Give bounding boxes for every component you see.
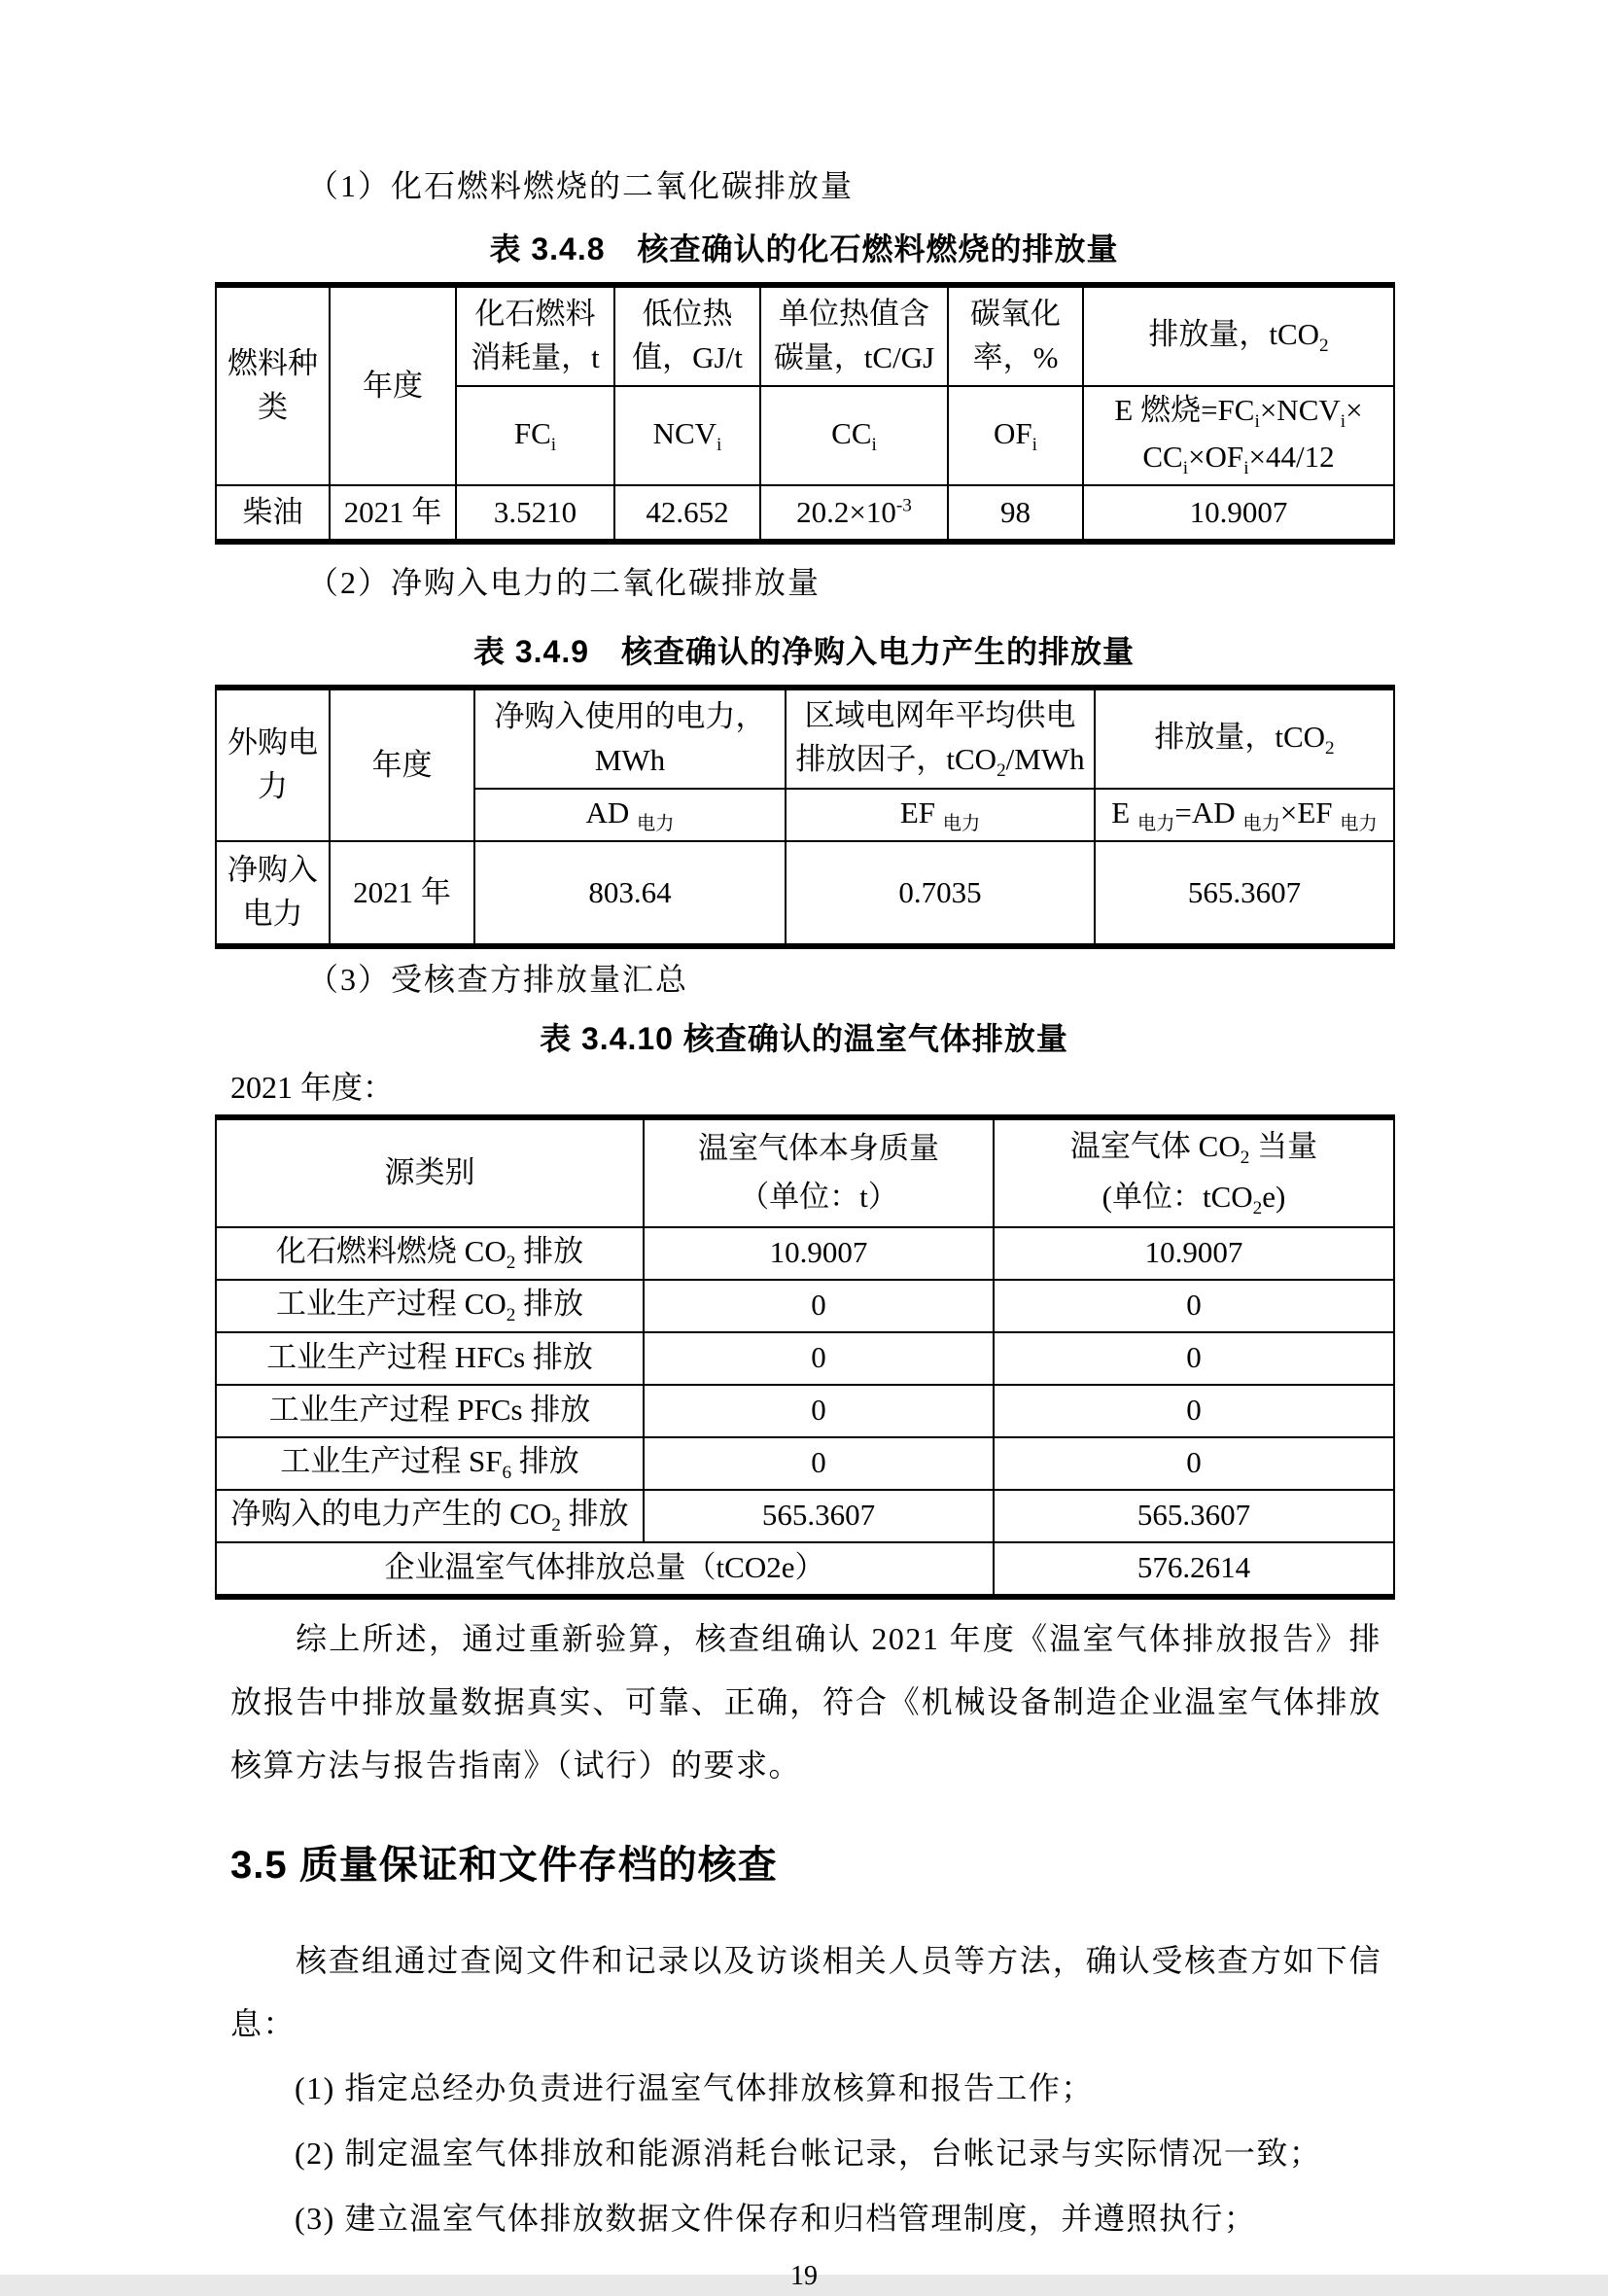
- row-label-cell: 净购入电力: [216, 841, 330, 946]
- data-cell: 10.9007: [994, 1227, 1394, 1280]
- net-electricity-header: 净购入使用的电力，MWh: [474, 688, 786, 789]
- ghg-co2e-header: 温室气体 $CO_2$ 当量 (单位：tCO$_2$e): [994, 1117, 1394, 1227]
- fuel-name-cell: 柴油: [216, 485, 330, 542]
- heading-emission-summary: （3）受核查方排放量汇总: [307, 962, 689, 998]
- data-cell: 803.64: [474, 841, 786, 946]
- data-cell: 0: [644, 1385, 994, 1437]
- data-cell: 10.9007: [644, 1227, 994, 1280]
- table-348-fossil-fuel: [215, 282, 1395, 545]
- source-category-header: 源类别: [216, 1117, 644, 1227]
- list-item-2: (2) 制定温室气体排放和能源消耗台帐记录，台帐记录与实际情况一致；: [295, 2135, 1322, 2171]
- data-cell: 0: [644, 1437, 994, 1490]
- fuel-consumption-header: 化石燃料消耗量，t: [456, 285, 614, 386]
- heading-purchased-electricity: （2）净购入电力的二氧化碳排放量: [307, 565, 821, 601]
- total-row: [216, 1542, 1394, 1597]
- year-cell: 2021 年: [330, 485, 456, 542]
- page-number: 19: [790, 2260, 818, 2291]
- row-label-cell: 工业生产过程 HFCs 排放: [216, 1332, 644, 1385]
- data-cell: 0: [994, 1385, 1394, 1437]
- summary-paragraph: 综上所述，通过重新验算，核查组确认 2021 年度《温室气体排放报告》排放报告中排放量数据真实、可靠、正确，符合《机械设备制造企业温室气体排放核算方法与报告指南》（试行）的要求。: [230, 1620, 1381, 1783]
- year-cell: 2021 年: [330, 841, 474, 946]
- list-item-1: (1) 指定总经办负责进行温室气体排放核算和报告工作；: [295, 2069, 1094, 2105]
- data-cell: 0: [994, 1332, 1394, 1385]
- data-cell: 10.9007: [1083, 485, 1394, 542]
- ghg-mass-header: 温室气体本身质量 （单位：t）: [644, 1117, 994, 1227]
- row-label-cell: 工业生产过程 PFCs 排放: [216, 1385, 644, 1437]
- total-label-cell: 企业温室气体排放总量（tCO2e）: [216, 1542, 994, 1597]
- ncv-header: 低位热值，GJ/t: [614, 285, 760, 386]
- data-cell: 565.3607: [644, 1490, 994, 1542]
- table-row: [216, 1385, 1394, 1437]
- data-cell: 0.7035: [786, 841, 1095, 946]
- emission-formula: E $_{电力}$=AD $_{电力}$×EF $_{电力}$: [1095, 789, 1394, 841]
- row-label-cell: 工业生产过程 $CO_2$ 排放: [216, 1280, 644, 1332]
- row-label-cell: 工业生产过程 $SF_6$ 排放: [216, 1437, 644, 1490]
- data-cell: $20.2\times 10^{-3}$: [760, 485, 948, 542]
- emission-formula: E 燃烧$=FC_i\times NCV_i\times$ $CC_i\times OF_i\times 44/12$: [1083, 386, 1394, 485]
- qa-intro-paragraph: 核查组通过查阅文件和记录以及访谈相关人员等方法，确认受核查方如下信息：: [230, 1942, 1381, 2041]
- ef-symbol: EF $_{电力}$: [786, 789, 1095, 841]
- table-row: [216, 1490, 1394, 1542]
- data-cell: 0: [644, 1332, 994, 1385]
- of-symbol: $OF_i$: [948, 386, 1083, 485]
- data-cell: 0: [644, 1280, 994, 1332]
- ncv-symbol: $NCV_i$: [614, 386, 760, 485]
- page-content: [215, 0, 1393, 2296]
- row-label-cell: 净购入的电力产生的 $CO_2$ 排放: [216, 1490, 644, 1542]
- heading-fossil-fuel-emissions: （1）化石燃料燃烧的二氧化碳排放量: [307, 168, 855, 203]
- table-row: [216, 1280, 1394, 1332]
- data-cell: 565.3607: [994, 1490, 1394, 1542]
- table-row: [216, 1227, 1394, 1280]
- table-row: [216, 485, 1394, 542]
- cc-symbol: $CC_i$: [760, 386, 948, 485]
- section-3-5-heading: 3.5 质量保证和文件存档的核查: [230, 1843, 778, 1887]
- table-row: [216, 1437, 1394, 1490]
- data-cell: 565.3607: [1095, 841, 1394, 946]
- oxidation-rate-header: 碳氧化率，%: [948, 285, 1083, 386]
- list-item-3: (3) 建立温室气体排放数据文件保存和归档管理制度，并遵照执行；: [295, 2200, 1257, 2236]
- data-cell: 3.5210: [456, 485, 614, 542]
- year-header: 年度: [330, 285, 456, 485]
- table-3410-ghg-summary: [215, 1114, 1395, 1600]
- table-row: [216, 1332, 1394, 1385]
- year-label: 2021 年度：: [230, 1070, 395, 1106]
- table-349-electricity: [215, 685, 1395, 949]
- data-cell: 0: [994, 1437, 1394, 1490]
- fc-symbol: $FC_i$: [456, 386, 614, 485]
- data-cell: 98: [948, 485, 1083, 542]
- row-label-cell: 化石燃料燃烧 $CO_2$ 排放: [216, 1227, 644, 1280]
- purchased-power-header: 外购电力: [216, 688, 330, 841]
- ad-symbol: AD $_{电力}$: [474, 789, 786, 841]
- fuel-type-header: 燃料种类: [216, 285, 330, 485]
- table-349-caption: 表 3.4.9 核查确认的净购入电力产生的排放量: [472, 634, 1136, 670]
- data-cell: 0: [994, 1280, 1394, 1332]
- table-348-caption: 表 3.4.8 核查确认的化石燃料燃烧的排放量: [489, 231, 1119, 266]
- total-value-cell: 576.2614: [994, 1542, 1394, 1597]
- emission-header: 排放量，tCO$_2$: [1095, 688, 1394, 789]
- data-cell: 42.652: [614, 485, 760, 542]
- grid-factor-header: 区域电网年平均供电排放因子，tCO$_2$/MWh: [786, 688, 1095, 789]
- table-3410-caption: 表 3.4.10 核查确认的温室气体排放量: [540, 1021, 1068, 1057]
- year-header: 年度: [330, 688, 474, 841]
- carbon-content-header: 单位热值含碳量，tC/GJ: [760, 285, 948, 386]
- table-row: [216, 841, 1394, 946]
- emission-header: 排放量，tCO$_2$: [1083, 285, 1394, 386]
